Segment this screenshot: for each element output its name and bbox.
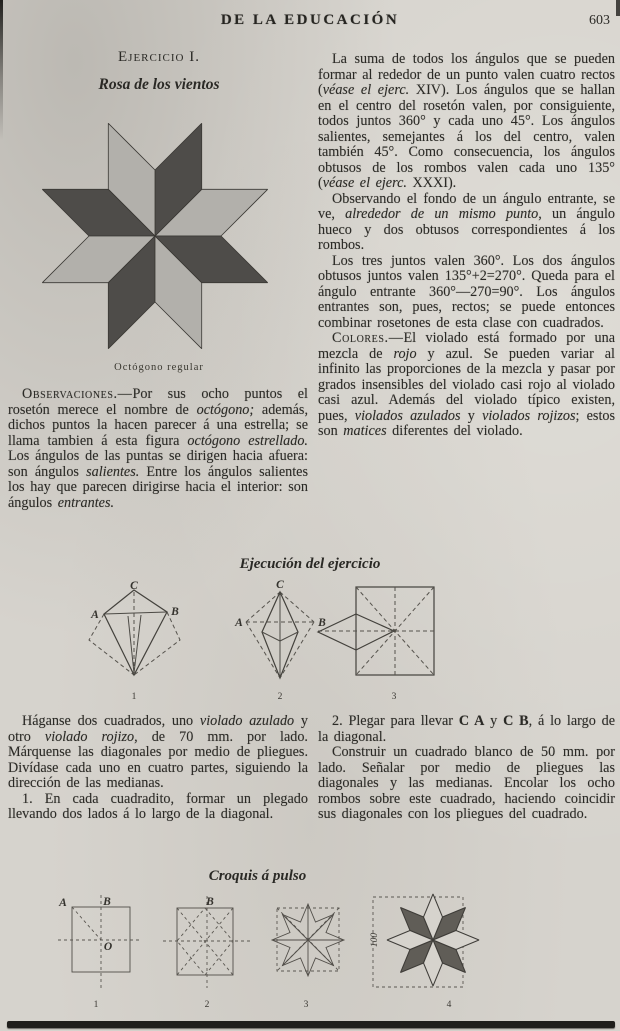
rosette-caption: Octógono regular xyxy=(114,362,204,373)
figure-number: 3 xyxy=(303,1000,309,1010)
execution-figure-1 xyxy=(82,580,194,702)
star-spoke xyxy=(308,915,334,941)
point-label-a: A xyxy=(59,897,67,909)
croquis-figure-3 xyxy=(266,893,352,1011)
paragraph: 1. En cada cuadradito, formar un plegado llevando dos lados á lo largo de la diagonal. xyxy=(8,790,308,822)
crease-ab xyxy=(104,612,167,614)
croquis-heading: Croquis á pulso xyxy=(208,868,307,884)
croquis-figure-1 xyxy=(52,893,148,1011)
point-label-c: C xyxy=(130,580,138,592)
point-label-b: B xyxy=(206,896,214,908)
ghost-edge xyxy=(280,592,314,622)
square-ghost-left xyxy=(89,614,134,675)
point-label-b: B xyxy=(171,606,179,618)
exercise-label: Ejercicio I. xyxy=(118,49,200,65)
rosette-figure xyxy=(30,110,280,362)
figure-number: 2 xyxy=(277,692,283,702)
ghost-edge xyxy=(246,592,280,622)
point-label-b: B xyxy=(103,896,111,908)
paragraph: Háganse dos cuadrados, uno violado azulado y otro violado rojizo, de 70 mm. por lado. Márquense las diagonales por medio de pliegues. Divídase cada uno en cuatro partes, siguiendo la dirección de las medianas. xyxy=(8,713,308,791)
figure-number: 3 xyxy=(391,692,397,702)
figure-number: 1 xyxy=(131,692,137,702)
point-label-a: A xyxy=(91,609,99,621)
exercise-title: Rosa de los vientos xyxy=(98,76,220,93)
point-label-c: C xyxy=(276,579,284,591)
diagonal-ao xyxy=(72,907,101,940)
point-label-a: A xyxy=(235,617,243,629)
execution-heading: Ejecución del ejercicio xyxy=(239,556,381,572)
figure-number: 2 xyxy=(204,1000,210,1010)
finished-star xyxy=(387,894,479,986)
sketched-star xyxy=(272,904,344,976)
paragraph: Colores.—El violado está formado por una mezcla de rojo y azul. Se pueden variar al infinito las proporciones de la mezcla y pasar por grados insensibles del violado casi rojo al violado casi azul. Además del violado típico existen, pues, violados azulados y violados rojizos; estos son matices diferentes del violado. xyxy=(318,330,616,439)
paragraph: Los tres juntos valen 360°. Los dos ángulos obtusos juntos valen 135°+2=270°. Queda para el ángulo entrante 360°—270=90°. Los ángulos entrantes son, pues, rectos; se puede entonces combinar rosetones de esta clase con cuadrados. xyxy=(318,252,615,331)
figure-number: 4 xyxy=(446,1000,452,1010)
paragraph: 2. Plegar para llevar C A y C B, á lo largo de la diagonal. xyxy=(318,713,616,745)
running-head: DE LA EDUCACIÓN xyxy=(220,12,400,28)
star-spoke xyxy=(283,940,309,966)
paragraph: Observaciones.—Por sus ocho puntos el rosetón merece el nombre de octógono; además, dichos puntos la hacen parecer á una estrella; se llama tambien á esta figura octógono estrellado. Los ángulos de las puntas se dirigen hacia afuera: son ángulos salientes. Entre los ángulos salientes los hay que parecen dirigirse hacia el interior: son ángulos entrantes. xyxy=(8,386,308,511)
right-column xyxy=(318,52,615,440)
lower-right-column xyxy=(318,714,615,823)
paragraph: Construir un cuadrado blanco de 50 mm. por lado. Señalar por medio de pliegues las diagonales y las medianas. Encolar los ocho rombos sobre este cuadrado, haciendo coincidir sus diagonales con los pliegues del cuadrado. xyxy=(318,744,615,822)
scan-artifact-bottom-bar xyxy=(7,1021,615,1028)
lower-left-column xyxy=(8,714,308,823)
star-spoke xyxy=(283,915,309,941)
point-label-b: B xyxy=(318,617,326,629)
observations-paragraph xyxy=(8,387,308,511)
croquis-figure-2 xyxy=(160,893,256,1011)
croquis-figure-4 xyxy=(366,891,486,1011)
star-spoke xyxy=(308,940,334,966)
figure-number: 1 xyxy=(93,1000,99,1010)
point-label-o: O xyxy=(103,941,113,953)
scan-artifact-top-right xyxy=(616,0,620,16)
execution-figure-3 xyxy=(313,582,443,702)
dimension-label: 100 xyxy=(370,932,380,948)
scan-artifact-left-edge xyxy=(0,0,3,140)
page-number: 603 xyxy=(589,13,610,28)
paragraph: La suma de todos los ángulos que se pueden formar al rededor de un punto valen cuatro rectos (véase el ejerc. XIV). Los ángulos que se hallan en el centro del rosetón valen, por consiguiente, todos juntos 360° y cada uno 45°. Los ángulos salientes, semejantes á los del centro, valen también 45°. Como consecuencia, los ángulos obtusos de los rombos valen cada uno 135° (véase el ejerc. XXXI). xyxy=(318,51,615,191)
square-ghost-right xyxy=(134,612,180,675)
paragraph: Observando el fondo de un ángulo entrante, se ve, alrededor de un mismo punto, un ángulo hueco y dos obtusos correspondientes á los rombos. xyxy=(318,190,615,253)
eight-point-star-rosette xyxy=(30,110,280,362)
